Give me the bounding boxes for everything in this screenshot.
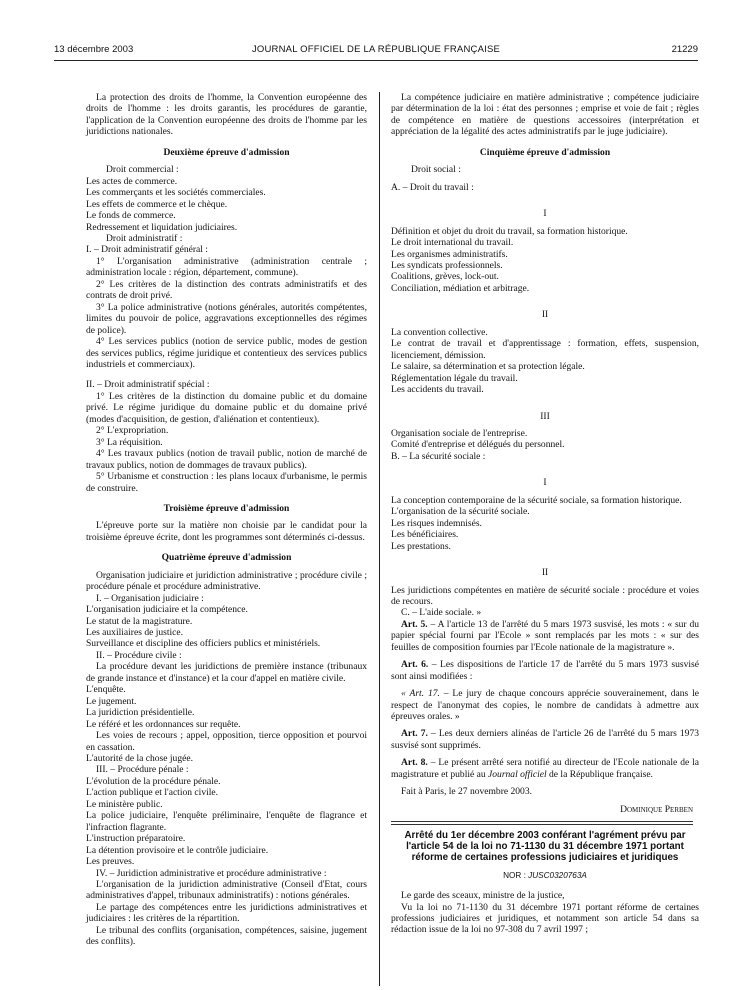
list-item: Les effets de commerce et le chèque.: [86, 198, 228, 210]
list-item: 2° L'expropriation.: [96, 425, 169, 437]
list-item: Le tribunal des conflits (organisation, compétences, saisine, jugement des conflits).: [86, 924, 367, 948]
page-header: [54, 44, 698, 58]
list-item: Surveillance et discipline des officiers publics et ministériels.: [86, 638, 321, 650]
article-text: – Le jury de chaque concours apprécie souverainement, dans le respect de l'anonymat des copies, le nombre de candidats à admettre aux épreuves orales. »: [391, 688, 699, 723]
list-item: La conception contemporaine de la sécurité sociale, sa formation historique.: [391, 494, 682, 506]
list-item: III. – Procédure pénale :: [96, 764, 189, 776]
list-item: L'instruction préparatoire.: [86, 833, 186, 845]
list-item: L'enquête.: [86, 684, 126, 696]
article-5: [391, 619, 699, 653]
nor-reference: [391, 870, 699, 881]
journal-officiel-ref: Journal officiel: [488, 768, 547, 780]
article-label: Art. 7.: [401, 728, 428, 740]
roman-numeral: II: [541, 309, 549, 321]
list-item: Réglementation légale du travail.: [391, 372, 518, 384]
list-item: Les voies de recours ; appel, opposition, tierce opposition et pourvoi en cassation.: [86, 730, 367, 753]
list-item: 1° Les critères de la distinction du domaine public et du domaine privé. Le régime juridique du domaine public et du domaine privé (modes d'acquisition, de gestion, d'aliénation et contentieux).: [86, 390, 367, 425]
list-item: II. – Procédure civile :: [96, 649, 182, 661]
section-title-troisieme: Troisième épreuve d'admission: [163, 502, 290, 514]
article-label: Art. 5.: [401, 618, 428, 630]
header-date: 13 décembre 2003: [54, 44, 134, 55]
section-title-deuxieme: Deuxième épreuve d'admission: [163, 146, 290, 158]
subsection-title-a: A. – Droit du travail :: [391, 181, 474, 193]
list-item: Le salaire, sa détermination et sa protection légale.: [391, 361, 585, 373]
list-item: Les risques indemnisés.: [391, 517, 482, 529]
article-text: – Les dispositions de l'article 17 de l'arrêté du 5 mars 1973 susvisé sont ainsi modifiées :: [391, 659, 699, 682]
article-text: – Le présent arrêté sera notifié au directeur de l'Ecole nationale de la magistrature et publié au: [391, 757, 700, 780]
list-item: II. – Droit administratif spécial :: [86, 379, 210, 391]
list-item: L'organisation de la juridiction administrative (Conseil d'Etat, cours administratives d'appel, tribunaux administratifs) : notions générales.: [86, 879, 367, 902]
list-item: 3° La police administrative (notions générales, autorités compétentes, limites du pouvoir de police, aggravations exceptionnelles des régimes de police).: [86, 301, 367, 336]
list-item: Redressement et liquidation judiciaires.: [86, 221, 238, 233]
list-item: L'autorité de la chose jugée.: [86, 753, 193, 765]
subject-label: Droit social :: [411, 164, 461, 176]
article-text: – A l'article 13 de l'arrêté du 5 mars 1973 susvisé, les mots : « sur du papier spécial fourni par l'Ecole » sont remplacés par les mots : « sur des feuilles de composition fournies par l'Ecole nationale de la magistrature ».: [391, 618, 699, 653]
section-title-quatrieme: Quatrième épreuve d'admission: [161, 552, 292, 564]
list-item: Le référé et les ordonnances sur requête.: [86, 718, 241, 730]
list-item: 5° Urbanisme et construction : les plans locaux d'urbanisme, le permis de construire.: [86, 471, 367, 494]
list-item: IV. – Juridiction administrative et procédure administrative :: [96, 867, 327, 879]
article-label: « Art. 17.: [401, 688, 440, 700]
section-paragraph: L'épreuve porte sur la matière non choisie par le candidat pour la troisième épreuve écrite, dont les programmes sont déterminés ci-dessus.: [86, 520, 367, 543]
list-item: Le fonds de commerce.: [86, 210, 176, 222]
list-item: L'organisation de la sécurité sociale.: [391, 506, 530, 518]
list-item: Le jugement.: [86, 695, 137, 707]
list-item: 2° Les critères de la distinction des contrats administratifs et des contrats de droit privé.: [86, 278, 367, 302]
list-item: Droit administratif :: [106, 232, 183, 244]
intro-paragraph: La protection des droits de l'homme, la Convention européenne des droits de l'homme : les droits garantis, les procédures de garantie, l'application de la Convention européenne des droits de l'homme par les juridictions nationales.: [86, 92, 367, 138]
garde-des-sceaux: Le garde des sceaux, ministre de la justice,: [401, 890, 565, 902]
roman-numeral: III: [540, 410, 550, 422]
subsection-title-b: B. – La sécurité sociale :: [391, 450, 486, 462]
list-item: 1° L'organisation administrative (administration centrale ; administration locale : région, département, commune).: [86, 255, 367, 279]
list-item: Les juridictions compétentes en matière de sécurité sociale : procédure et voies de recours.: [391, 584, 699, 607]
article-text: de la République française.: [546, 768, 653, 780]
right-column: [391, 92, 699, 936]
header-journal-title: JOURNAL OFFICIEL DE LA RÉPUBLIQUE FRANÇAISE: [251, 44, 501, 55]
vu-paragraph: Vu la loi no 71-1130 du 31 décembre 1971 portant réforme de certaines professions judiciaires et juridiques, et notamment son article 54 dans sa rédaction issue de la loi no 97-308 du 7 avril 1997 ;: [391, 901, 699, 936]
list-item: 4° Les travaux publics (notion de travail public, notion de marché de travaux publics, notion de dommages de travaux publics).: [86, 448, 367, 471]
list-item: Droit commercial :: [106, 164, 179, 176]
list-item: Organisation sociale de l'entreprise.: [391, 427, 528, 439]
list-item: Coalitions, grèves, lock-out.: [391, 271, 499, 283]
list-item: Définition et objet du droit du travail, sa formation historique.: [391, 225, 628, 237]
list-item: L'organisation judiciaire et la compétence.: [86, 604, 248, 616]
section-title-cinquieme: Cinquième épreuve d'admission: [479, 146, 611, 158]
list-item: Les prestations.: [391, 540, 451, 552]
left-column: [86, 92, 367, 948]
list-item: I. – Organisation judiciaire :: [96, 592, 204, 604]
article-8: [391, 757, 699, 780]
article-text: – Les deux derniers alinéas de l'article 26 de l'arrêté du 5 mars 1973 susvisé sont supprimés.: [391, 728, 699, 751]
list-item: Les actes de commerce.: [86, 175, 178, 187]
column-divider: [379, 92, 380, 986]
intro-paragraph: La compétence judiciaire en matière administrative ; compétence judiciaire par détermination de la loi : état des personnes ; emprise et voie de fait ; règles de compétence en matière de questions accessoires (interprétation et appréciation de la légalité des actes administratifs par le juge judiciaire).: [391, 92, 699, 138]
article-label: Art. 8.: [401, 757, 428, 769]
separator-rule: [391, 824, 693, 825]
list-item: Les preuves.: [86, 856, 135, 868]
list-item: Le partage des compétences entre les juridictions administratives et judiciaires : les critères de la répartition.: [86, 901, 367, 925]
list-item: Le contrat de travail et d'apprentissage : formation, effets, suspension, licenciement, démission.: [391, 338, 699, 361]
list-item: Les bénéficiaires.: [391, 529, 459, 541]
nor-code: JUSC0320763A: [528, 870, 587, 880]
date-line: Fait à Paris, le 27 novembre 2003.: [401, 786, 532, 798]
list-item: Les accidents du travail.: [391, 384, 484, 396]
list-item: La convention collective.: [391, 326, 488, 338]
header-page-number: 21229: [671, 44, 698, 55]
list-item: Le ministère public.: [86, 798, 163, 810]
list-item: Organisation judiciaire et juridiction administrative ; procédure civile ; procédure pénale et procédure administrative.: [86, 569, 367, 593]
list-item: Le statut de la magistrature.: [86, 615, 193, 627]
roman-numeral: I: [543, 208, 547, 220]
list-item: Les syndicats professionnels.: [391, 259, 503, 271]
list-item: 3° La réquisition.: [96, 436, 163, 448]
article-17-quote: [391, 688, 699, 722]
article-6: [391, 659, 699, 682]
list-item: La juridiction présidentielle.: [86, 707, 195, 719]
separator-rule: [391, 821, 693, 822]
header-rule: [54, 60, 698, 61]
list-item: Comité d'entreprise et délégués du personnel.: [391, 439, 565, 451]
arrete-title: Arrêté du 1er décembre 2003 conférant l'agrément prévu par l'article 54 de la loi no 71-1130 du 31 décembre 1971 portant réforme de certaines professions judiciaires et juridiques: [404, 830, 686, 863]
list-item: Conciliation, médiation et arbitrage.: [391, 282, 530, 294]
subsection-title-c: C. – L'aide sociale. »: [401, 607, 482, 619]
list-item: La procédure devant les juridictions de première instance (tribunaux de grande instance et d'instance) et la cour d'appel en matière civile.: [86, 661, 367, 684]
article-label: Art. 6.: [401, 659, 429, 671]
list-item: Les organismes administratifs.: [391, 248, 508, 260]
list-item: La détention provisoire et le contrôle judiciaire.: [86, 844, 269, 856]
list-item: La police judiciaire, l'enquête préliminaire, l'enquête de flagrance et l'infraction flagrante.: [86, 810, 367, 833]
roman-numeral: I: [543, 477, 547, 489]
list-item: L'action publique et l'action civile.: [86, 787, 219, 799]
list-item: L'évolution de la procédure pénale.: [86, 775, 221, 787]
list-item: Les auxiliaires de justice.: [86, 627, 184, 639]
nor-label: NOR :: [503, 870, 529, 880]
signature: Dominique Perben: [620, 803, 693, 815]
article-7: [391, 728, 699, 751]
list-item: Le droit international du travail.: [391, 237, 514, 249]
list-item: I. – Droit administratif général :: [86, 244, 208, 256]
list-item: 4° Les services publics (notion de service public, modes de gestion des services publics, régime juridique et contentieux des services publics industriels et commerciaux).: [86, 336, 367, 370]
list-item: Les commerçants et les sociétés commerciales.: [86, 187, 266, 199]
roman-numeral: II: [541, 567, 549, 579]
